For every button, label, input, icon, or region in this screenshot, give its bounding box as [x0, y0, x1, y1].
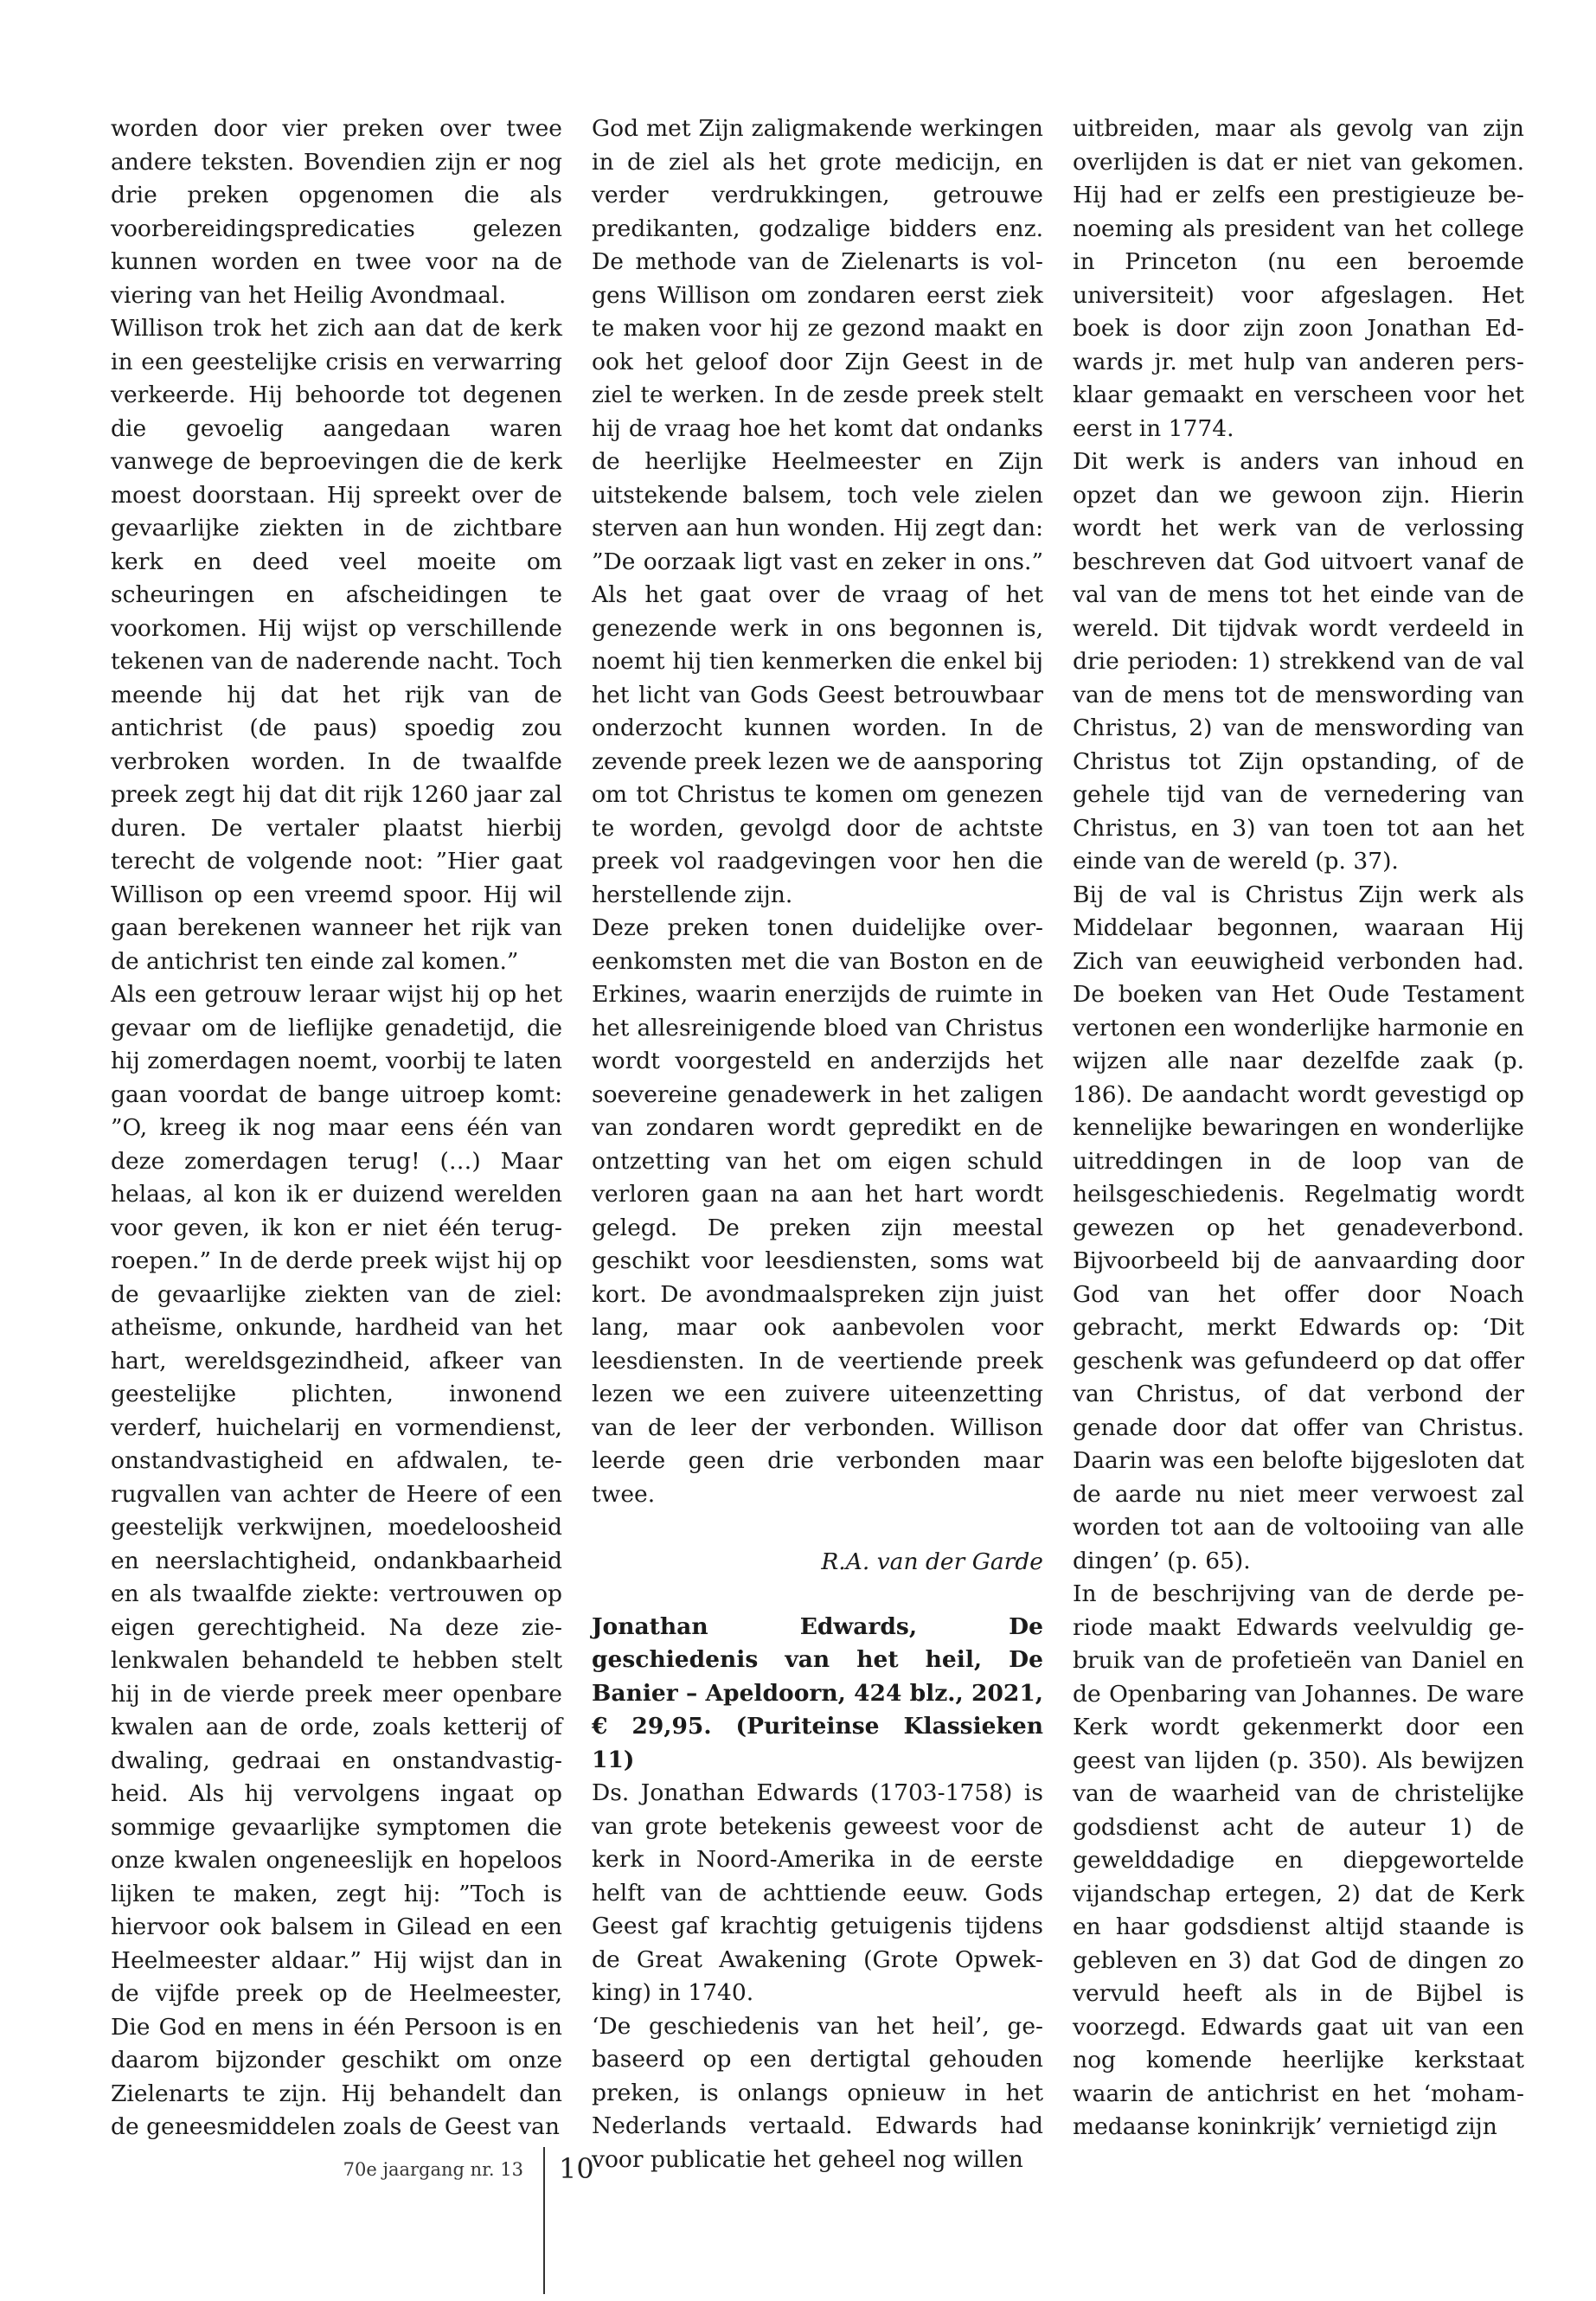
paragraph: Willison trok het zich aan dat de kerk in een geestelijke crisis en verwarring verkeerde. Hij behoorde tot degenen die gevoelig aangedaan waren vanwege de beproevingen die de kerk moest doorstaan. Hij spreekt over de gevaarlijke ziekten in de zichtbare kerk en deed veel moeite om scheuringen en afscheidingen te voorkomen. Hij wijst op verschillende tekenen van de naderende nacht. Toch meende hij dat het rijk van de antichrist (de paus) spoedig zou verbroken worden. In de twaalfde preek zegt hij dat dit rijk 1260 jaar zal duren. De vertaler plaatst hierbij terecht de volgende noot: ”Hier gaat Willison op een vreemd spoor. Hij wil gaan berekenen wanneer het rijk van de antichrist ten einde zal komen.”: [111, 315, 562, 975]
footer-divider: [543, 2147, 545, 2294]
paragraph: uitbreiden, maar als gevolg van zijn overlijden is dat er niet van gekomen. Hij had er zelfs een prestigieuze benoeming als president van het college in Princeton (nu een beroemde universiteit) voor afgeslagen. Het boek is door zijn zoon Jonathan Edwards jr. met hulp van anderen persklaar gemaakt en verscheen voor het eerst in 1774.: [1073, 115, 1524, 442]
paragraph: Als een getrouw leraar wijst hij op het gevaar om de lieflijke genadetijd, die hij zomerdagen noemt, voorbij te laten gaan voordat de bange uitroep komt: ”O, kreeg ik nog maar eens één van deze zomerdagen terug! (…) Maar helaas, al kon ik er duizend werelden voor geven, ik kon er niet één terugroepen.” In de derde preek wijst hij op de gevaarlijke ziekten van de ziel: atheïsme, onkunde, hardheid van het hart, wereldsgezindheid, afkeer van geestelijke plichten, inwonend verderf, huichelarij en vormendienst, onstandvastigheid en afdwalen, terugvallen van achter de Heere of een geestelijk verkwijnen, moedeloosheid en neerslachtigheid, ondankbaarheid en als twaalfde ziekte: vertrouwen op eigen gerechtigheid. Na deze zielenkwalen behandeld te hebben stelt hij in de vierde preek meer openbare kwalen aan de orde, zoals ketterij of dwaling, gedraai en onstandvastigheid. Als hij vervolgens ingaat op sommige gevaarlijke symptomen die onze kwalen ongeneeslijk en hopeloos lijken te maken, zegt hij: ”Toch is hiervoor ook balsem in Gilead en een Heelmeester aldaar.” Hij wijst dan in de vijfde preek op de Heelmeester, Die God en mens in één Persoon is en daarom bijzonder geschikt om onze Zielenarts te zijn. Hij behandelt dan de geneesmiddelen zoals de Geest van: [111, 981, 562, 2140]
paragraph: Dit werk is anders van inhoud en opzet dan we gewoon zijn. Hierin wordt het werk van de verlossing beschreven dat God uitvoert vanaf de val van de mens tot het einde van de wereld. Dit tijdvak wordt verdeeld in drie perioden: 1) strekkend van de val van de mens tot de menswording van Christus, 2) van de menswording van Christus tot Zijn opstanding, of de gehele tijd van de vernedering van Christus, en 3) van toen tot aan het einde van de wereld (p. 37).: [1073, 448, 1524, 875]
page-footer: [0, 2147, 1596, 2208]
journal-issue: 70e jaargang nr. 13: [343, 2159, 523, 2180]
page-number: 10: [559, 2152, 594, 2185]
column-1: [111, 112, 562, 2144]
paragraph: worden door vier preken over twee andere teksten. Bovendien zijn er nog drie preken opgenomen die als voorbereidingspredicaties gelezen kunnen worden en twee voor na de viering van het Heilig Avondmaal.: [111, 115, 562, 309]
review-signature: R.A. van der Garde: [821, 1548, 1043, 1575]
column-3: [1073, 112, 1524, 2144]
paragraph: God met Zijn zaligmakende werkingen in de ziel als het grote medicijn, en verder verdrukkingen, getrouwe predikanten, godzalige bidders enz. De methode van de Zielenarts is volgens Willison om zondaren eerst ziek te maken voor hij ze gezond maakt en ook het geloof door Zijn Geest in de ziel te werken. In de zesde preek stelt hij de vraag hoe het komt dat ondanks de heerlijke Heelmeester en Zijn uitstekende balsem, toch vele zielen sterven aan hun wonden. Hij zegt dan: ”De oorzaak ligt vast en zeker in ons.” Als het gaat over de vraag of het genezende werk in ons begonnen is, noemt hij tien kenmerken die enkel bij het licht van Gods Geest betrouwbaar onderzocht kunnen worden. In de zevende preek lezen we de aansporing om tot Christus te komen om genezen te worden, gevolgd door de achtste preek vol raadgevingen voor hen die herstellende zijn.: [592, 115, 1043, 908]
paragraph: ‘De geschiedenis van het heil’, gebaseerd op een dertigtal gehouden preken, is onlangs opnieuw in het Nederlands vertaald. Edwards had voor publicatie het geheel nog willen: [592, 2012, 1043, 2173]
book-review-heading: Jonathan Edwards, De geschiedenis van het heil, De Banier – Apeldoorn, 424 blz., 2021, € 29,95. (Puriteinse Klassieken 11): [592, 1612, 1043, 1773]
column-2: [592, 112, 1043, 2176]
paragraph: Deze preken tonen duidelijke overeenkomsten met die van Boston en de Erkines, waarin enerzijds de ruimte in het allesreinigende bloed van Christus wordt voorgesteld en anderzijds het soevereine genadewerk in het zaligen van zondaren wordt gepredikt en de ontzetting van het om eigen schuld verloren gaan na aan het hart wordt gelegd. De preken zijn meestal geschikt voor leesdiensten, soms wat kort. De avondmaalspreken zijn juist lang, maar ook aanbevolen voor leesdiensten. In de veertiende preek lezen we een zuivere uiteenzetting van de leer der verbonden. Willison leerde geen drie verbonden maar twee.: [592, 914, 1043, 1508]
paragraph: Bij de val is Christus Zijn werk als Middelaar begonnen, waaraan Hij Zich van eeuwigheid verbonden had. De boeken van Het Oude Testament vertonen een wonderlijke harmonie en wijzen alle naar dezelfde zaak (p. 186). De aandacht wordt gevestigd op kennelijke bewaringen en wonderlijke uitreddingen in de loop van de heilsgeschiedenis. Regelmatig wordt gewezen op het genadeverbond. Bijvoorbeeld bij de aanvaarding door God van het offer door Noach gebracht, merkt Edwards op: ‘Dit geschenk was gefundeerd op dat offer van Christus, of dat verbond der genade door dat offer van Christus. Daarin was een belofte bijgesloten dat de aarde nu niet meer verwoest zal worden tot aan de voltooiing van alle dingen’ (p. 65).: [1073, 881, 1524, 1574]
paragraph: In de beschrijving van de derde periode maakt Edwards veelvuldig gebruik van de profetieën van Daniel en de Openbaring van Johannes. De ware Kerk wordt gekenmerkt door een geest van lijden (p. 350). Als bewijzen van de waarheid van de christelijke godsdienst acht de auteur 1) de gewelddadige en diepgewortelde vijandschap ertegen, 2) dat de Kerk en haar godsdienst altijd staande is gebleven en 3) dat God de dingen zo vervuld heeft als in de Bijbel is voorzegd. Edwards gaat uit van een nog komende heerlijke kerkstaat waarin de antichrist en het ‘mohammedaanse koninkrijk’ vernietigd zijn: [1073, 1580, 1524, 2140]
paragraph: Ds. Jonathan Edwards (1703-1758) is van grote betekenis geweest voor de kerk in Noord-Amerika in de eerste helft van de achttiende eeuw. Gods Geest gaf krachtig getuigenis tijdens de Great Awakening (Grote Opwekking) in 1740.: [592, 1779, 1043, 2006]
